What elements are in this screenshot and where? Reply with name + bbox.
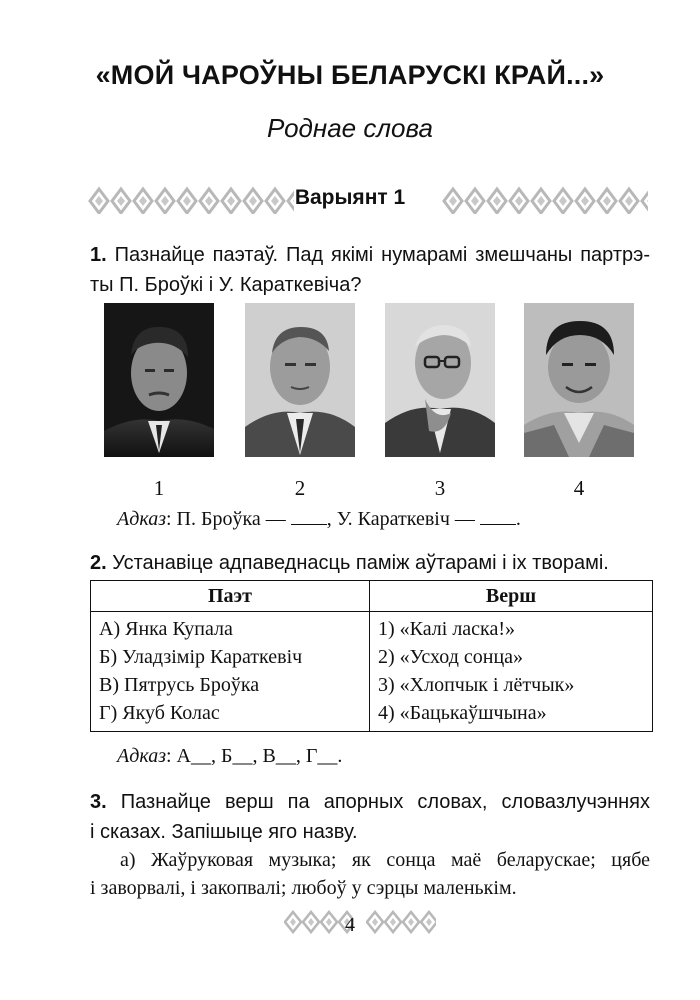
task-1-text: Пазнайце паэтаў. Пад якімі нумарамі змешчаны партрэ- (114, 244, 650, 266)
portrait-photo-1 (104, 303, 214, 457)
answer-label: Адказ (117, 745, 166, 767)
matching-table (90, 580, 653, 732)
answer-blank-1[interactable] (291, 508, 327, 525)
task-1-number: 1. (90, 244, 107, 266)
page-title: «МОЙ ЧАРОЎНЫ БЕЛАРУСКІ КРАЙ...» (95, 60, 605, 90)
task-3-item-a-line-2: і заворвалі, і закопвалі; любоў у сэрцы маленькім. (90, 877, 517, 899)
task-3-text: Пазнайце верш па апорных словах, словазлучэннях (120, 791, 650, 813)
page-number: 4 (345, 914, 355, 936)
task-1-line-2: ты П. Броўкі і У. Караткевіча? (90, 274, 362, 296)
portrait-number-2: 2 (294, 476, 306, 500)
portrait-number-3: 3 (434, 476, 446, 500)
list-item: 2) «Усход сонца» (378, 646, 524, 668)
answer-end: . (515, 508, 521, 530)
list-item: 1) «Калі ласка!» (378, 618, 516, 640)
task-2-text: Устанавіце адпаведнасць паміж аўтарамі і іх творамі. (112, 552, 609, 574)
list-item: Г) Якуб Колас (99, 702, 220, 724)
footer-ornament-right-icon (366, 910, 436, 940)
answer-text: : А__, Б__, В__, Г__. (166, 745, 343, 767)
task-1-line-1 (90, 240, 650, 270)
portrait-number-4: 4 (573, 476, 585, 500)
list-item: Б) Уладзімір Караткевіч (99, 646, 303, 668)
task-3-number: 3. (90, 791, 107, 813)
table-header-row (91, 581, 653, 612)
list-item: 4) «Бацькаўшчына» (378, 702, 547, 724)
answer-text-2: , У. Караткевіч — (326, 508, 480, 530)
list-item: 3) «Хлопчык і лётчык» (378, 674, 575, 696)
task-3-line-1 (90, 787, 650, 817)
portrait-photo-2 (245, 303, 355, 457)
list-item: А) Янка Купала (99, 618, 233, 640)
answer-blank-2[interactable] (480, 508, 516, 525)
task-1-answer (117, 508, 521, 531)
poets-cell (91, 612, 370, 732)
answer-label: Адказ (117, 508, 166, 530)
portrait-photo-3 (385, 303, 495, 457)
task-3-line-2: і сказах. Запішыце яго назву. (90, 821, 358, 843)
task-2-answer (117, 745, 342, 768)
task-2-number: 2. (90, 552, 107, 574)
variant-heading: Варыянт 1 (294, 186, 406, 209)
answer-text-1: : П. Броўка — (166, 508, 291, 530)
table-header-poem: Верш (370, 581, 653, 612)
poems-cell (370, 612, 653, 732)
portrait-number-1: 1 (153, 476, 165, 500)
portrait-photo-4 (524, 303, 634, 457)
ornament-right-icon (442, 186, 648, 216)
section-subtitle: Роднае слова (267, 113, 433, 143)
task-3-item-a-line-1: а) Жаўруковая музыка; як сонца маё беларускае; цябе (120, 849, 650, 871)
task-2-line (90, 548, 650, 578)
table-header-poet: Паэт (91, 581, 370, 612)
table-row (91, 612, 653, 732)
list-item: В) Пятрусь Броўка (99, 674, 260, 696)
